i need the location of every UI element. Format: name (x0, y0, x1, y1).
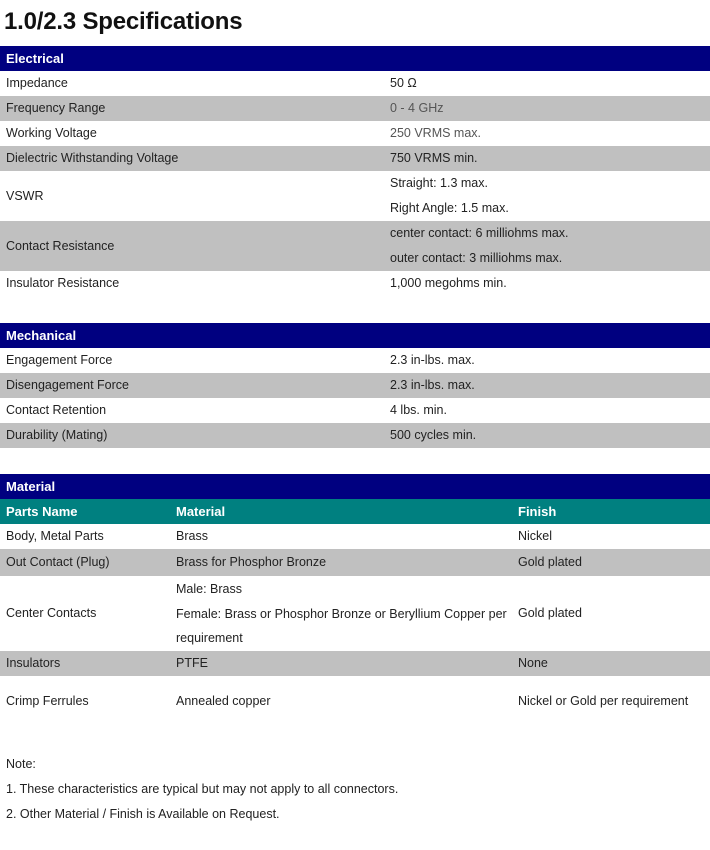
part-finish: Nickel or Gold per requirement (518, 693, 689, 708)
spec-value: 0 - 4 GHz (390, 101, 444, 115)
spec-row-impedance (0, 71, 710, 96)
material-row-body (0, 524, 710, 549)
notes-heading: Note: (6, 757, 36, 771)
notes-section (6, 752, 398, 827)
spec-row-working-voltage (0, 121, 710, 146)
spec-label: Dielectric Withstanding Voltage (6, 151, 179, 165)
part-name: Center Contacts (6, 606, 97, 620)
part-material: Brass (176, 529, 208, 543)
spec-row-disengagement-force (0, 373, 710, 398)
page-title: 1.0/2.3 Specifications (4, 8, 243, 35)
part-name: Insulators (6, 656, 61, 670)
column-header-parts-name: Parts Name (6, 504, 78, 519)
spec-row-contact-retention (0, 398, 710, 423)
spec-label: VSWR (6, 188, 44, 203)
column-header-material: Material (176, 504, 226, 519)
spec-row-durability (0, 423, 710, 448)
spec-label: Durability (Mating) (6, 428, 108, 442)
material-row-insulators (0, 651, 710, 676)
spec-value: 4 lbs. min. (390, 403, 447, 417)
part-name: Crimp Ferrules (6, 693, 89, 708)
spec-label: Contact Resistance (6, 238, 115, 253)
spec-row-insulator-resistance (0, 271, 710, 296)
part-finish: Nickel (518, 529, 553, 543)
spec-row-frequency-range (0, 96, 710, 121)
spec-label: Impedance (6, 76, 68, 90)
material-row-crimp-ferrules (0, 676, 710, 726)
part-finish: None (518, 656, 548, 670)
spec-value: 50 Ω (390, 76, 417, 90)
electrical-section (0, 46, 710, 296)
part-name: Body, Metal Parts (6, 529, 104, 543)
part-material: PTFE (176, 656, 208, 670)
part-material: Female: Brass or Phosphor Bronze or Beryllium Copper per requirement (176, 607, 507, 645)
spec-value: 2.3 in-lbs. max. (390, 378, 475, 392)
spec-value: Right Angle: 1.5 max. (390, 201, 509, 215)
spec-value: 1,000 megohms min. (390, 276, 507, 290)
column-header-finish: Finish (518, 504, 557, 519)
part-finish: Gold plated (518, 606, 582, 620)
mechanical-header: Mechanical (0, 323, 710, 348)
mechanical-section (0, 323, 710, 448)
spec-label: Working Voltage (6, 126, 97, 140)
spec-value: 750 VRMS min. (390, 151, 478, 165)
spec-row-contact-resistance (0, 221, 710, 271)
spec-value: 2.3 in-lbs. max. (390, 353, 475, 367)
material-column-headers (0, 499, 710, 524)
part-name: Out Contact (Plug) (6, 555, 110, 569)
spec-row-dielectric-voltage (0, 146, 710, 171)
note-item: 2. Other Material / Finish is Available on Request. (6, 807, 280, 821)
part-material: Annealed copper (176, 693, 271, 708)
spec-value: Straight: 1.3 max. (390, 176, 488, 190)
electrical-header: Electrical (0, 46, 710, 71)
material-row-out-contact (0, 549, 710, 576)
spec-value: center contact: 6 milliohms max. (390, 226, 569, 240)
spec-value: 250 VRMS max. (390, 126, 482, 140)
note-item: 1. These characteristics are typical but may not apply to all connectors. (6, 782, 399, 796)
material-row-center-contacts (0, 576, 710, 651)
spec-label: Engagement Force (6, 353, 113, 367)
spec-label: Disengagement Force (6, 378, 129, 392)
spec-label: Contact Retention (6, 403, 107, 417)
spec-row-engagement-force (0, 348, 710, 373)
spec-value: 500 cycles min. (390, 428, 477, 442)
part-material: Male: Brass (176, 582, 242, 596)
spec-label: Frequency Range (6, 101, 106, 115)
part-material: Brass for Phosphor Bronze (176, 555, 327, 569)
spec-row-vswr (0, 171, 710, 221)
part-finish: Gold plated (518, 555, 582, 569)
material-section (0, 474, 710, 726)
spec-value: outer contact: 3 milliohms max. (390, 251, 563, 265)
spec-label: Insulator Resistance (6, 276, 120, 290)
material-header: Material (0, 474, 710, 499)
